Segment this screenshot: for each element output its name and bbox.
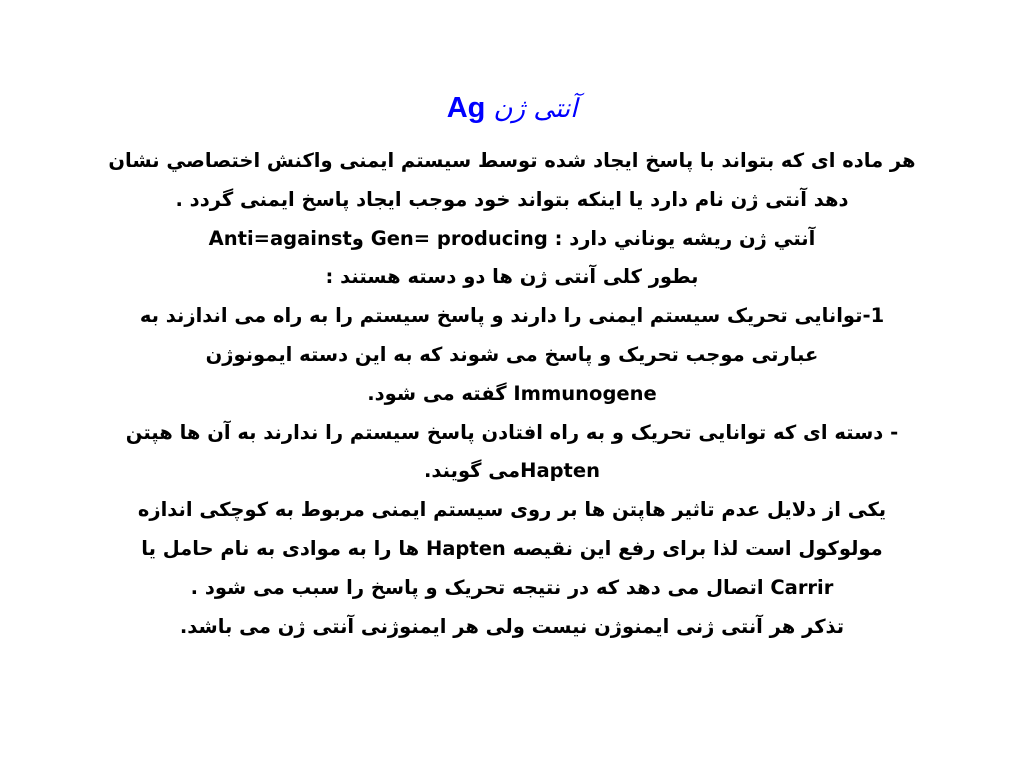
body-line-10: یکی از دلایل عدم تاثیر هاپتن ها بر روی سیستم ایمنی مربوط به کوچکی اندازه bbox=[137, 498, 887, 522]
title-latin: Ag bbox=[446, 92, 486, 124]
body-line-13: تذکر هر آنتی ژنی ایمنوژن نیست ولی هر ایمنوژنی آنتی ژن می باشد. bbox=[179, 614, 845, 638]
body-line-5: 1-توانایی تحریک سیستم ایمنی را دارند و پاسخ سیستم را به راه می اندازند به bbox=[139, 304, 885, 328]
title-persian: آنتی ژن bbox=[493, 94, 578, 124]
body-line-9: Haptenمی گویند. bbox=[424, 459, 600, 483]
body-line-8: - دسته ای که توانایی تحریک و به راه افتادن پاسخ سیستم را ندارند به آن ها هپتن bbox=[125, 420, 899, 444]
body-line-2: دهد آنتی ژن نام دارد یا اینکه بتواند خود موجب ایجاد پاسخ ایمنی گردد . bbox=[175, 187, 849, 211]
body-line-4: بطور کلی آنتی ژن ها دو دسته هستند : bbox=[325, 265, 699, 289]
body-line-11: مولوکول است لذا برای رفع این نقیصه Hapten ها را به موادی به نام حامل یا bbox=[141, 536, 883, 560]
body-line-1: هر ماده ای که بتواند با پاسخ ایجاد شده توسط سیستم ایمنی واکنش اختصاصي نشان bbox=[108, 149, 916, 172]
body-line-6: عبارتی موجب تحریک و پاسخ می شوند که به این دسته ایمونوژن bbox=[205, 342, 819, 366]
body-line-7: Immunogene گفته می شود. bbox=[367, 381, 657, 405]
body-line-3: آنتي ژن ريشه يوناني دارد : Gen= producing وAnti=against bbox=[208, 226, 816, 250]
slide-body bbox=[22, 142, 1002, 646]
body-line-12: Carrir اتصال می دهد که در نتیجه تحریک و پاسخ را سبب می شود . bbox=[190, 575, 834, 599]
slide-title bbox=[0, 90, 1024, 127]
